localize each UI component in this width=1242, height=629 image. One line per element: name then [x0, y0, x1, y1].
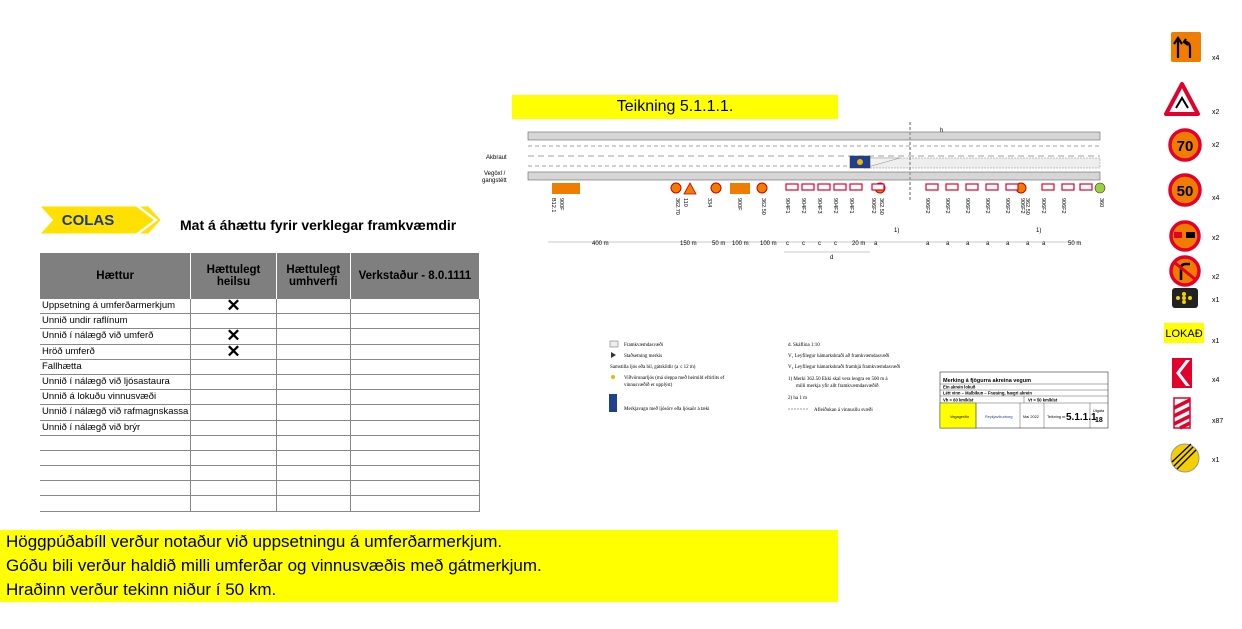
hazard-cell: Unnið í nálægð við ljósastaura [40, 374, 191, 389]
road-bottom-band [528, 172, 1100, 180]
table-row [40, 450, 480, 465]
sign-count: x4 [1212, 195, 1220, 202]
sign-count: x2 [1212, 235, 1220, 242]
work-zone-legend-icon [610, 341, 618, 347]
health-cell [191, 435, 276, 450]
health-cell: ✕ [191, 344, 276, 359]
table-row [40, 374, 480, 389]
legend-text: Viðvörunarljós (má sleppa með heimild eftirlits ef [624, 376, 725, 381]
sign-code: 900F [558, 198, 564, 211]
environment-cell [276, 374, 350, 389]
svg-text:Reykjavíkurborg: Reykjavíkurborg [985, 415, 1013, 419]
hazard-board [966, 184, 978, 190]
sign-code: 906F2 [924, 198, 930, 214]
site-cell [350, 390, 479, 405]
table-row [40, 359, 480, 374]
svg-text:50: 50 [1176, 183, 1194, 200]
drawing-title: Teikning 5.1.1.1. [512, 95, 838, 119]
note-line: Hraðinn verður tekinn niður í 50 km. [6, 580, 277, 599]
legend-text: 2) ha 1 m [788, 396, 808, 401]
chevron-left-board-icon [1172, 358, 1192, 388]
sign-code: 362.50 [878, 198, 884, 215]
work-zone [864, 158, 1100, 168]
legend-text: Afleiðukan á vinnusllu svæði [814, 408, 873, 413]
environment-cell [276, 405, 350, 420]
svg-text:Vegagerðin: Vegagerðin [950, 415, 970, 419]
distance-label: c [802, 241, 805, 247]
environment-cell [276, 329, 350, 344]
site-cell [350, 374, 479, 389]
hazard-cell: Unnið í nálægð við brýr [40, 420, 191, 435]
svg-text:5.1.1.1: 5.1.1.1 [1066, 412, 1097, 423]
sign-code: 906F2 [1004, 198, 1010, 214]
distance-label: a [966, 241, 970, 247]
legend-text: Framkvæmdasvæði [624, 343, 664, 348]
hazard-cell: Unnið í nálægð við rafmagnskassa [40, 405, 191, 420]
table-row [40, 435, 480, 450]
svg-text:Létt vinn – Malbikun – Fræsing: Létt vinn – Malbikun – Fræsing, hægri akrein [943, 390, 1032, 396]
distance-label: a [1006, 241, 1010, 247]
sign-count: x1 [1212, 297, 1220, 304]
site-cell [350, 359, 479, 374]
hazard-cell [40, 496, 191, 511]
health-cell [191, 450, 276, 465]
distance-label: a [1026, 241, 1030, 247]
lane-shift-sign-icon [1171, 32, 1201, 62]
health-cell [191, 374, 276, 389]
distance-label: 150 m [680, 241, 697, 247]
table-row [40, 344, 480, 359]
table-row [40, 314, 480, 329]
end-of-restrictions-sign-icon [1095, 183, 1105, 193]
road-top-band [528, 132, 1100, 140]
health-cell [191, 359, 276, 374]
hazard-cell [40, 481, 191, 496]
sign-code: 360 [1098, 198, 1104, 208]
hazard-board [1062, 184, 1074, 190]
health-cell [191, 466, 276, 481]
hazard-board [986, 184, 998, 190]
hazard-board [818, 184, 830, 190]
h-label: h [940, 128, 944, 134]
distance-label: 100 m [732, 241, 749, 247]
legend-text: Samstilla ljós eða bil, gátskildir (a ≤ 12 m) [610, 365, 696, 370]
sign-code: 900F [736, 198, 742, 211]
sign-count: x4 [1212, 377, 1220, 384]
dimension-d: d [830, 255, 834, 261]
sign-count: x2 [1212, 109, 1220, 116]
legend-text: milli merkja yfir allt framkvæmdasvæðið [796, 384, 879, 389]
note-ref: 1) [1036, 228, 1042, 234]
distance-label: 50 m [712, 241, 726, 247]
environment-cell [276, 420, 350, 435]
sign-code: 904F1 [784, 198, 790, 214]
legend-text: Merkjavagn með ljósörv eða ljósaör á tæki [624, 407, 710, 412]
svg-text:Vt = 50 km/klst: Vt = 50 km/klst [1028, 397, 1058, 403]
environment-cell [276, 435, 350, 450]
risk-table [40, 253, 480, 512]
environment-cell [276, 466, 350, 481]
distance-label: a [1042, 241, 1046, 247]
sign-count: x87 [1212, 418, 1224, 425]
health-cell [191, 496, 276, 511]
hazard-boards [786, 184, 1092, 190]
svg-text:Maí 2022: Maí 2022 [1023, 415, 1039, 419]
sign-code: 906F2 [1060, 198, 1066, 214]
sign-code: 906F2 [870, 198, 876, 214]
site-cell [350, 466, 479, 481]
road-work-sign-icon [684, 183, 696, 194]
note-line: Góðu bili verður haldið milli umferðar og vinnusvæðis með gátmerkjum. [6, 556, 542, 575]
hazard-board [1006, 184, 1018, 190]
site-cell [350, 344, 479, 359]
svg-text:18: 18 [1095, 417, 1103, 424]
sign-code: 362.50 [1024, 198, 1030, 215]
health-cell [191, 405, 276, 420]
sign-count: x2 [1212, 274, 1220, 281]
hazard-cell: Uppsetning á umferðarmerkjum [40, 299, 191, 314]
speed-limit-70-icon [671, 183, 681, 193]
distance-label: a [986, 241, 990, 247]
table-row [40, 299, 480, 314]
hazard-board [786, 184, 798, 190]
table-row [40, 329, 480, 344]
distance-label: 100 m [760, 241, 777, 247]
svg-text:70: 70 [1176, 138, 1194, 155]
site-cell [350, 314, 479, 329]
environment-cell [276, 344, 350, 359]
health-cell [191, 314, 276, 329]
environment-cell [276, 359, 350, 374]
sign-count: x1 [1212, 457, 1220, 464]
lane-label: Vegöxl / [484, 171, 506, 177]
speed-limit-50-icon [757, 183, 767, 193]
site-cell [350, 299, 479, 314]
hazard-board [1080, 184, 1092, 190]
header-health: Hættulegt heilsu [191, 253, 276, 299]
health-cell [191, 481, 276, 496]
sign-code: 906F2 [964, 198, 970, 214]
legend-text: Staðsetning merkis [624, 354, 663, 359]
sign-count: x1 [1212, 338, 1220, 345]
sign-code: B12.1 [550, 198, 556, 213]
table-row [40, 390, 480, 405]
sign-code: 904F1 [848, 198, 854, 214]
distance-label: c [818, 241, 821, 247]
note-ref: 1) [894, 228, 900, 234]
site-cell [350, 481, 479, 496]
health-cell [191, 390, 276, 405]
sign-position-legend-icon [611, 352, 616, 358]
hazard-cell [40, 435, 191, 450]
sign-code: 906F2 [984, 198, 990, 214]
header-hazard: Hættur [40, 253, 191, 299]
svg-text:Merking á fjögurra akreina veg: Merking á fjögurra akreina vegum [943, 378, 1032, 384]
hazard-board [926, 184, 938, 190]
distance-label: a [946, 241, 950, 247]
logo-text: COLAS [61, 212, 115, 229]
sign-count: x2 [1212, 142, 1220, 149]
environment-cell [276, 299, 350, 314]
hazard-board [802, 184, 814, 190]
legend-text: V₂ Leyfilegur hámarkshraði framhjá framkvæmdasvæði [788, 365, 901, 370]
table-row [40, 481, 480, 496]
sign-count: x4 [1212, 55, 1220, 62]
hazard-cell: Unnið á lokuðu vinnusvæði [40, 390, 191, 405]
svg-text:Teikning nr.: Teikning nr. [1047, 415, 1067, 419]
distance-label: 400 m [592, 241, 609, 247]
site-cell [350, 450, 479, 465]
hazard-board [872, 184, 884, 190]
table-row [40, 405, 480, 420]
distance-label: c [834, 241, 837, 247]
sign-code: 334 [706, 198, 712, 208]
hazard-board [1042, 184, 1054, 190]
hazard-cell: Unnið í nálægð við umferð [40, 329, 191, 344]
sign-code: 362.70 [674, 198, 680, 215]
warning-light-legend-icon [611, 375, 615, 379]
health-cell: ✕ [191, 329, 276, 344]
site-cell [350, 405, 479, 420]
legend-text: 1) Merki 362.50 Ekki skal vera lengra en 500 m á [788, 377, 888, 382]
health-cell [191, 420, 276, 435]
notes-block [0, 530, 838, 602]
hazard-board [850, 184, 862, 190]
legend-text: d. Skáflína 1:10 [788, 343, 820, 348]
hazard-cell: Unnið undir raflínum [40, 314, 191, 329]
legend-text: vinnusvæðið er upplýst) [624, 383, 673, 388]
site-cell [350, 496, 479, 511]
environment-cell [276, 390, 350, 405]
arrow-truck-legend-icon [609, 394, 617, 412]
sign-code: 906F2 [1019, 198, 1025, 214]
distance-label: c [786, 241, 789, 247]
lane-shift-sign-icon [552, 183, 580, 194]
distance-label: 50 m [1068, 241, 1082, 247]
traffic-plan-drawing [480, 122, 1140, 442]
lane-label: gangstétt [482, 178, 507, 184]
distance-label: a [926, 241, 930, 247]
distance-label: a [874, 241, 878, 247]
note-line: Höggpúðabíll verður notaður við uppsetningu á umferðarmerkjum. [6, 532, 503, 551]
site-cell [350, 329, 479, 344]
hazard-cell [40, 466, 191, 481]
distance-label: 20 m [852, 241, 866, 247]
site-cell [350, 435, 479, 450]
environment-cell [276, 450, 350, 465]
svg-text:LOKAÐ: LOKAÐ [1165, 328, 1203, 340]
colas-logo [36, 203, 160, 237]
sign-code: 904F2 [800, 198, 806, 214]
hazard-cell: Hröð umferð [40, 344, 191, 359]
environment-cell [276, 496, 350, 511]
sign-code: 110 [682, 198, 688, 207]
hazard-cell: Fallhætta [40, 359, 191, 374]
risk-title: Mat á áhættu fyrir verklegar framkvæmdir [180, 217, 457, 233]
environment-cell [276, 481, 350, 496]
sign-code: 906F2 [1040, 198, 1046, 214]
risk-table-body [40, 299, 480, 511]
hazard-board [834, 184, 846, 190]
svg-text:Útgáfa: Útgáfa [1093, 409, 1105, 413]
table-row [40, 466, 480, 481]
hazard-board [946, 184, 958, 190]
legend-text: V₁ Leyfilegur hámarkshraði að framkvæmdasvæði [788, 354, 890, 359]
arrow-truck-light [857, 159, 863, 165]
sign-legend [1160, 28, 1242, 478]
sign-code: 362.50 [760, 198, 766, 215]
header-environment: Hættulegt umhverfi [276, 253, 350, 299]
header-site: Verkstaður - 8.0.1111 [350, 253, 479, 299]
lane-label: Akbraut [486, 155, 507, 161]
svg-text:Vh = 60 km/klst: Vh = 60 km/klst [943, 397, 974, 403]
table-row [40, 496, 480, 511]
sign-code: 904F2 [832, 198, 838, 214]
site-cell [350, 420, 479, 435]
sign-code: 904F3 [816, 198, 822, 214]
environment-cell [276, 314, 350, 329]
lane-shift-sign-icon [730, 183, 750, 194]
sign-codes [550, 198, 1104, 215]
table-row [40, 420, 480, 435]
health-cell: ✕ [191, 299, 276, 314]
no-overtaking-sign-icon [711, 183, 721, 193]
end-of-restrictions-sign-icon [1171, 444, 1199, 472]
sign-code: 906F2 [944, 198, 950, 214]
svg-text:Ein akrein lokuð: Ein akrein lokuð [943, 384, 976, 390]
title-block [940, 372, 1108, 428]
hazard-cell [40, 450, 191, 465]
